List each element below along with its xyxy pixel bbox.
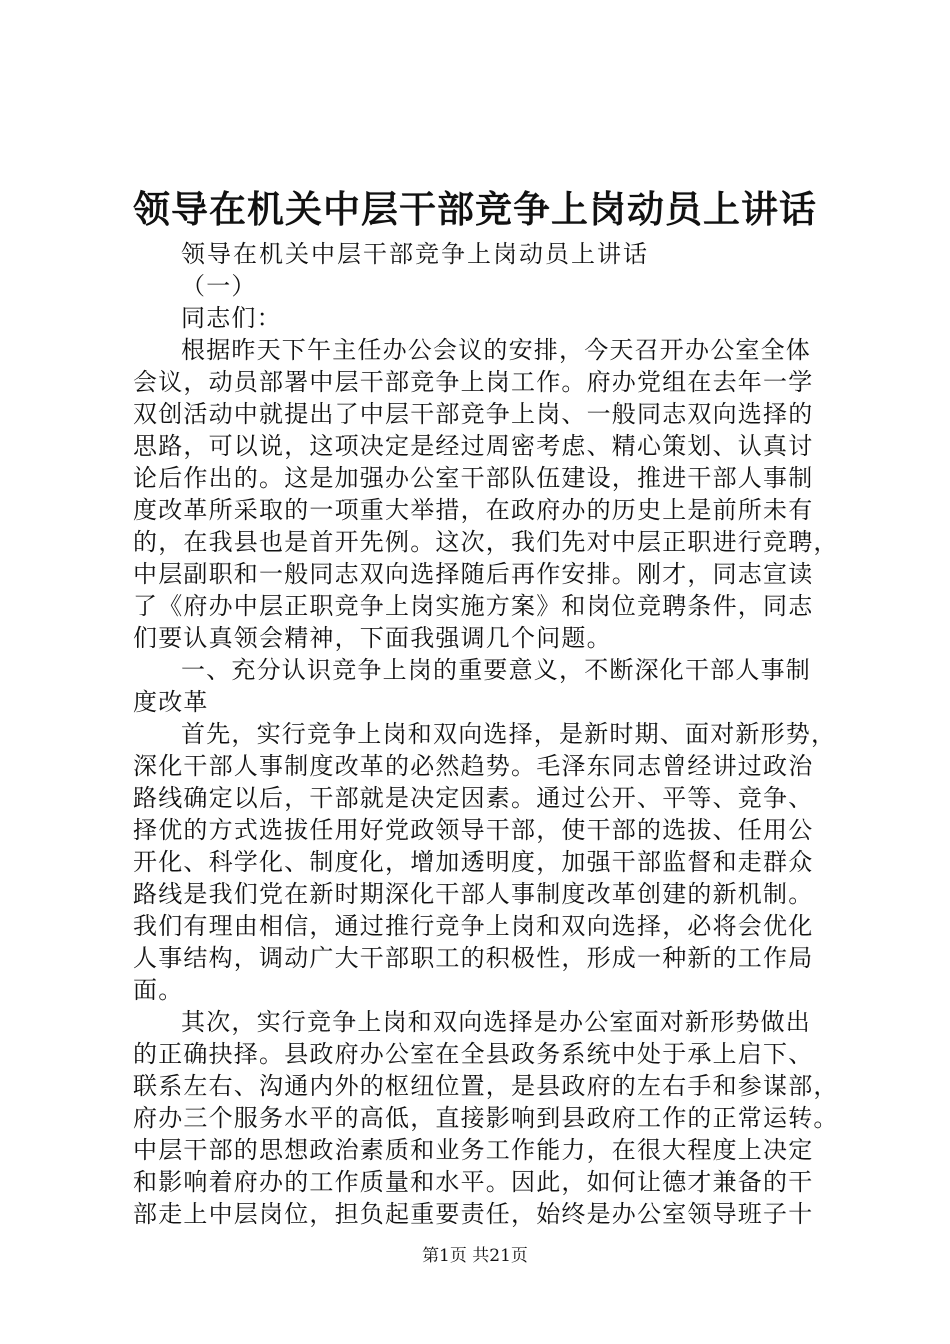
body-line: 们要认真领会精神，下面我强调几个问题。 (133, 624, 612, 652)
body-line: 根据昨天下午主任办公会议的安排，今天召开办公室全体 (181, 336, 811, 364)
body-line: 面。 (133, 976, 184, 1004)
section-heading: 一、充分认识竞争上岗的重要意义，不断深化干部人事制 (181, 656, 811, 684)
document-title: 领导在机关中层干部竞争上岗动员上讲话 (133, 187, 817, 231)
body-line: 和影响着府办的工作质量和水平。因此，如何让德才兼备的干 (133, 1168, 814, 1196)
body-line: 府办三个服务水平的高低，直接影响到县政府工作的正常运转。 (133, 1104, 839, 1132)
document-body (133, 238, 839, 1230)
body-line: 路线确定以后，干部就是决定因素。通过公开、平等、竞争、 (133, 784, 814, 812)
body-line: 择优的方式选拔任用好党政领导干部，使干部的选拔、任用公 (133, 816, 814, 844)
section-marker: （一） (181, 272, 257, 300)
body-line: 首先，实行竞争上岗和双向选择，是新时期、面对新形势， (181, 720, 837, 748)
body-line: 中层干部的思想政治素质和业务工作能力，在很大程度上决定 (133, 1136, 814, 1164)
body-line: 度改革所采取的一项重大举措，在政府办的历史上是前所未有 (133, 496, 814, 524)
body-line: 部走上中层岗位，担负起重要责任，始终是办公室领导班子十 (133, 1200, 814, 1228)
document-subtitle: 领导在机关中层干部竞争上岗动员上讲话 (181, 240, 649, 268)
body-line: 我们有理由相信，通过推行竞争上岗和双向选择，必将会优化 (133, 912, 814, 940)
body-line: 中层副职和一般同志双向选择随后再作安排。刚才，同志宣读 (133, 560, 814, 588)
body-line: 会议，动员部署中层干部竞争上岗工作。府办党组在去年一学 (133, 368, 814, 396)
page-number: 第1页 共21页 (422, 1246, 528, 1266)
body-line: 深化干部人事制度改革的必然趋势。毛泽东同志曾经讲过政治 (133, 752, 814, 780)
body-line: 思路，可以说，这项决定是经过周密考虑、精心策划、认真讨 (133, 432, 814, 460)
body-line: 路线是我们党在新时期深化干部人事制度改革创建的新机制。 (133, 880, 814, 908)
body-line: 联系左右、沟通内外的枢纽位置，是县政府的左右手和参谋部， (133, 1072, 839, 1100)
body-line: 双创活动中就提出了中层干部竞争上岗、一般同志双向选择的 (133, 400, 814, 428)
body-line: 其次，实行竞争上岗和双向选择是办公室面对新形势做出 (181, 1008, 811, 1036)
body-line: 的，在我县也是首开先例。这次，我们先对中层正职进行竞聘， (133, 528, 839, 556)
section-heading-continued: 度改革 (133, 688, 209, 716)
body-line: 了《府办中层正职竞争上岗实施方案》和岗位竞聘条件，同志 (133, 592, 814, 620)
body-line: 论后作出的。这是加强办公室干部队伍建设，推进干部人事制 (133, 464, 814, 492)
salutation: 同志们： (181, 304, 282, 332)
body-line: 的正确抉择。县政府办公室在全县政务系统中处于承上启下、 (133, 1040, 814, 1068)
body-line: 开化、科学化、制度化，增加透明度，加强干部监督和走群众 (133, 848, 814, 876)
body-line: 人事结构，调动广大干部职工的积极性，形成一种新的工作局 (133, 944, 814, 972)
